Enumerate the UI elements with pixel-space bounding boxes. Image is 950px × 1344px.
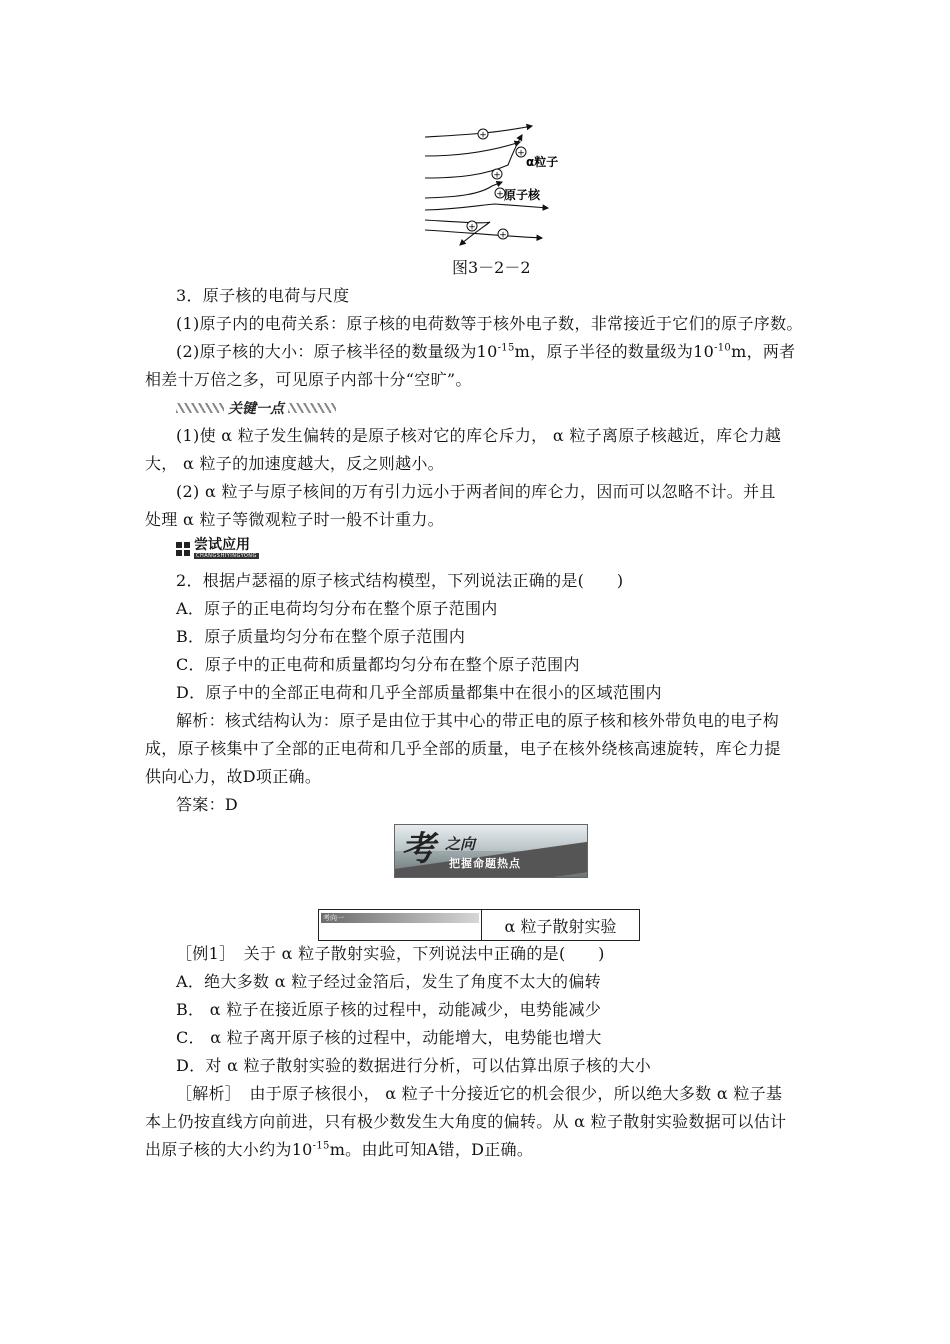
option-a: A．原子的正电荷均匀分布在整个原子范围内 bbox=[176, 599, 498, 618]
answer: 答案：D bbox=[176, 795, 239, 814]
paragraph: 相差十万倍之多，可见原子内部十分“空旷”。 bbox=[145, 370, 472, 389]
question: 2．根据卢瑟福的原子核式结构模型，下列说法正确的是( ) bbox=[176, 571, 624, 590]
nucleus-icon bbox=[478, 129, 488, 141]
nucleus-icon bbox=[467, 221, 477, 233]
example-question: ［例1］ 关于 α 粒子散射实验，下列说法中正确的是( ) bbox=[176, 944, 605, 963]
topic-tag: 考向一 bbox=[321, 913, 479, 923]
trajectory-line bbox=[425, 230, 542, 238]
trajectory-line bbox=[425, 204, 548, 210]
banner-glyph: 考 bbox=[401, 829, 435, 869]
try-apply-banner bbox=[176, 538, 259, 559]
nucleus-icon bbox=[492, 169, 502, 181]
kaozhixiang-banner bbox=[394, 824, 588, 878]
option-c: C． α 粒子离开原子核的过程中，动能增大，电势能也增大 bbox=[176, 1028, 602, 1047]
nucleus-icon bbox=[516, 147, 526, 159]
paragraph: 大， α 粒子的加速度越大，反之则越小。 bbox=[145, 454, 444, 473]
analysis: ［解析］ 由于原子核很小， α 粒子十分接近它的机会很少，所以绝大多数 α 粒子基 bbox=[176, 1084, 783, 1103]
alpha-scattering-figure bbox=[420, 120, 570, 250]
option-d: D．原子中的全部正电荷和几乎全部质量都集中在很小的区域范围内 bbox=[176, 683, 662, 702]
trajectory-line bbox=[425, 142, 520, 156]
paragraph: (1)使 α 粒子发生偏转的是原子核对它的库仑斥力， α 粒子离原子核越近，库仑力越 bbox=[176, 426, 782, 445]
grid-icon bbox=[176, 542, 190, 556]
banner-subtitle: 把握命题热点 bbox=[449, 857, 521, 870]
analysis: 供向心力，故D项正确。 bbox=[145, 767, 322, 786]
svg-text:+: + bbox=[479, 130, 487, 141]
paragraph: 处理 α 粒子等微观粒子时一般不计重力。 bbox=[145, 510, 444, 529]
option-b: B． α 粒子在接近原子核的过程中，动能减少，电势能减少 bbox=[176, 1000, 602, 1019]
analysis: 本上仍按直线方向前进，只有极少数发生大角度的偏转。从 α 粒子散射实验数据可以估计 bbox=[145, 1112, 787, 1131]
svg-text:+: + bbox=[468, 222, 476, 233]
svg-text:+: + bbox=[517, 148, 525, 159]
paragraph: (1)原子内的电荷关系：原子核的电荷数等于核外电子数，非常接近于它们的原子序数。 bbox=[176, 314, 803, 333]
svg-text:+: + bbox=[496, 189, 504, 200]
analysis: 成，原子核集中了全部的正电荷和几乎全部的质量，电子在核外绕核高速旋转，库仑力提 bbox=[145, 739, 781, 758]
nucleus-icon bbox=[498, 229, 508, 241]
option-d: D．对 α 粒子散射实验的数据进行分析，可以估算出原子核的大小 bbox=[176, 1056, 652, 1075]
analysis: 解析：核式结构认为：原子是由位于其中心的带正电的原子核和核外带负电的电子构 bbox=[176, 711, 780, 730]
option-c: C．原子中的正电荷和质量都均匀分布在整个原子范围内 bbox=[176, 655, 580, 674]
topic-box bbox=[318, 909, 640, 941]
key-point-banner bbox=[176, 400, 336, 416]
try-apply-sublabel: CHANGSHIYINGYONG bbox=[196, 553, 257, 559]
paragraph: (2) α 粒子与原子核间的万有引力远小于两者间的库仑力，因而可以忽略不计。并且 bbox=[176, 482, 776, 501]
topic-title: α 粒子散射实验 bbox=[504, 916, 617, 936]
trajectory-line bbox=[425, 182, 502, 198]
banner-title: 之向 bbox=[445, 835, 476, 853]
key-point-label: 关键一点 bbox=[228, 401, 284, 417]
nucleus-label: 原子核 bbox=[504, 188, 541, 202]
option-b: B．原子质量均匀分布在整个原子范围内 bbox=[176, 627, 466, 646]
analysis: 出原子核的大小约为$10^{-15}m$。由此可知A错，D正确。 bbox=[145, 1140, 534, 1159]
try-apply-label: 尝试应用 bbox=[194, 537, 250, 553]
figure-caption: 图3－2－2 bbox=[452, 258, 531, 277]
hatch-decoration bbox=[288, 403, 336, 413]
section-title: 3．原子核的电荷与尺度 bbox=[176, 286, 350, 305]
hatch-decoration bbox=[176, 403, 224, 413]
paragraph: (2)原子核的大小：原子核半径的数量级为$10^{-15}m$，原子半径的数量级为$10^{-10}m$，两者 bbox=[176, 342, 796, 361]
svg-text:+: + bbox=[499, 230, 507, 241]
svg-text:+: + bbox=[493, 170, 501, 181]
alpha-particle-label: α粒子 bbox=[526, 155, 559, 169]
option-a: A．绝大多数 α 粒子经过金箔后，发生了角度不太大的偏转 bbox=[176, 972, 601, 991]
trajectory-line bbox=[425, 135, 522, 178]
